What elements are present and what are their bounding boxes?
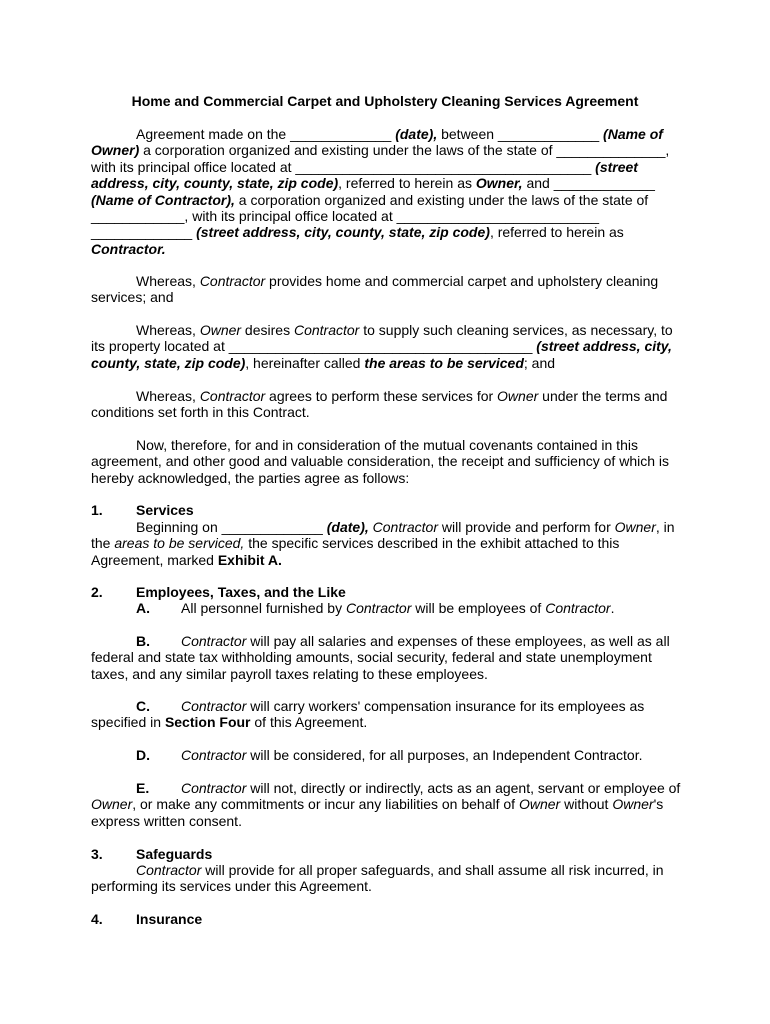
whereas-paragraph-2: Whereas, Owner desires Contractor to supply such cleaning services, as necessary, to its property located at _______________________________________ (street address, city, county, state, zip code), hereinafter called the areas to be serviced; and <box>91 322 673 371</box>
section-1-heading: 1. Services <box>91 502 194 518</box>
section-2-heading: 2. Employees, Taxes, and the Like <box>91 584 346 600</box>
section-1-body: Beginning on _____________ (date), Contractor will provide and perform for Owner, in the areas to be serviced, the specific services described in the exhibit attached to this Agreement, marked Exhibit A. <box>91 519 675 568</box>
page-title: Home and Commercial Carpet and Upholstery Cleaning Services Agreement <box>131 93 639 109</box>
whereas-paragraph-3: Whereas, Contractor agrees to perform these services for Owner under the terms and conditions set forth in this Contract. <box>91 388 668 421</box>
section-2-item-c: C. Contractor will carry workers' compensation insurance for its employees as specified in Section Four of this Agreement. <box>91 698 645 731</box>
whereas-paragraph-1: Whereas, Contractor provides home and commercial carpet and upholstery cleaning services; and <box>91 273 659 306</box>
intro-paragraph: Agreement made on the _____________ (date), between _____________ (Name of Owner) a corporation organized and existing under the laws of the state of ______________, with its principal office located at ______________________________________ (street address, city, county, state, zip code), referred to herein as Owner, and _____________ (Name of Contractor), a corporation organized and existing under the laws of the state of ____________, with its principal office located at __________________________ _____________ (street address, city, county, state, zip code), referred to herein as Contractor. <box>91 126 670 257</box>
now-therefore-paragraph: Now, therefore, for and in consideration of the mutual covenants contained in this agreement, and other good and valuable consideration, the receipt and sufficiency of which is hereby acknowledged, the parties agree as follows: <box>91 437 669 486</box>
section-2-item-a: A. All personnel furnished by Contractor will be employees of Contractor. <box>136 600 615 616</box>
section-2-item-d: D. Contractor will be considered, for all purposes, an Independent Contractor. <box>136 747 643 763</box>
section-2-item-e: E. Contractor will not, directly or indirectly, acts as an agent, servant or employee of Owner, or make any commitments or incur any liabilities on behalf of Owner without Owner's express written consent. <box>91 780 681 829</box>
section-3-heading: 3. Safeguards <box>91 846 213 862</box>
section-3-body: Contractor will provide for all proper safeguards, and shall assume all risk incurred, in performing its services under this Agreement. <box>91 862 664 895</box>
section-4-heading: 4. Insurance <box>91 911 203 927</box>
section-2-item-b: B. Contractor will pay all salaries and expenses of these employees, as well as all federal and state tax withholding amounts, social security, federal and state unemployment taxes, and any similar payroll taxes relating to these employees. <box>91 633 670 682</box>
